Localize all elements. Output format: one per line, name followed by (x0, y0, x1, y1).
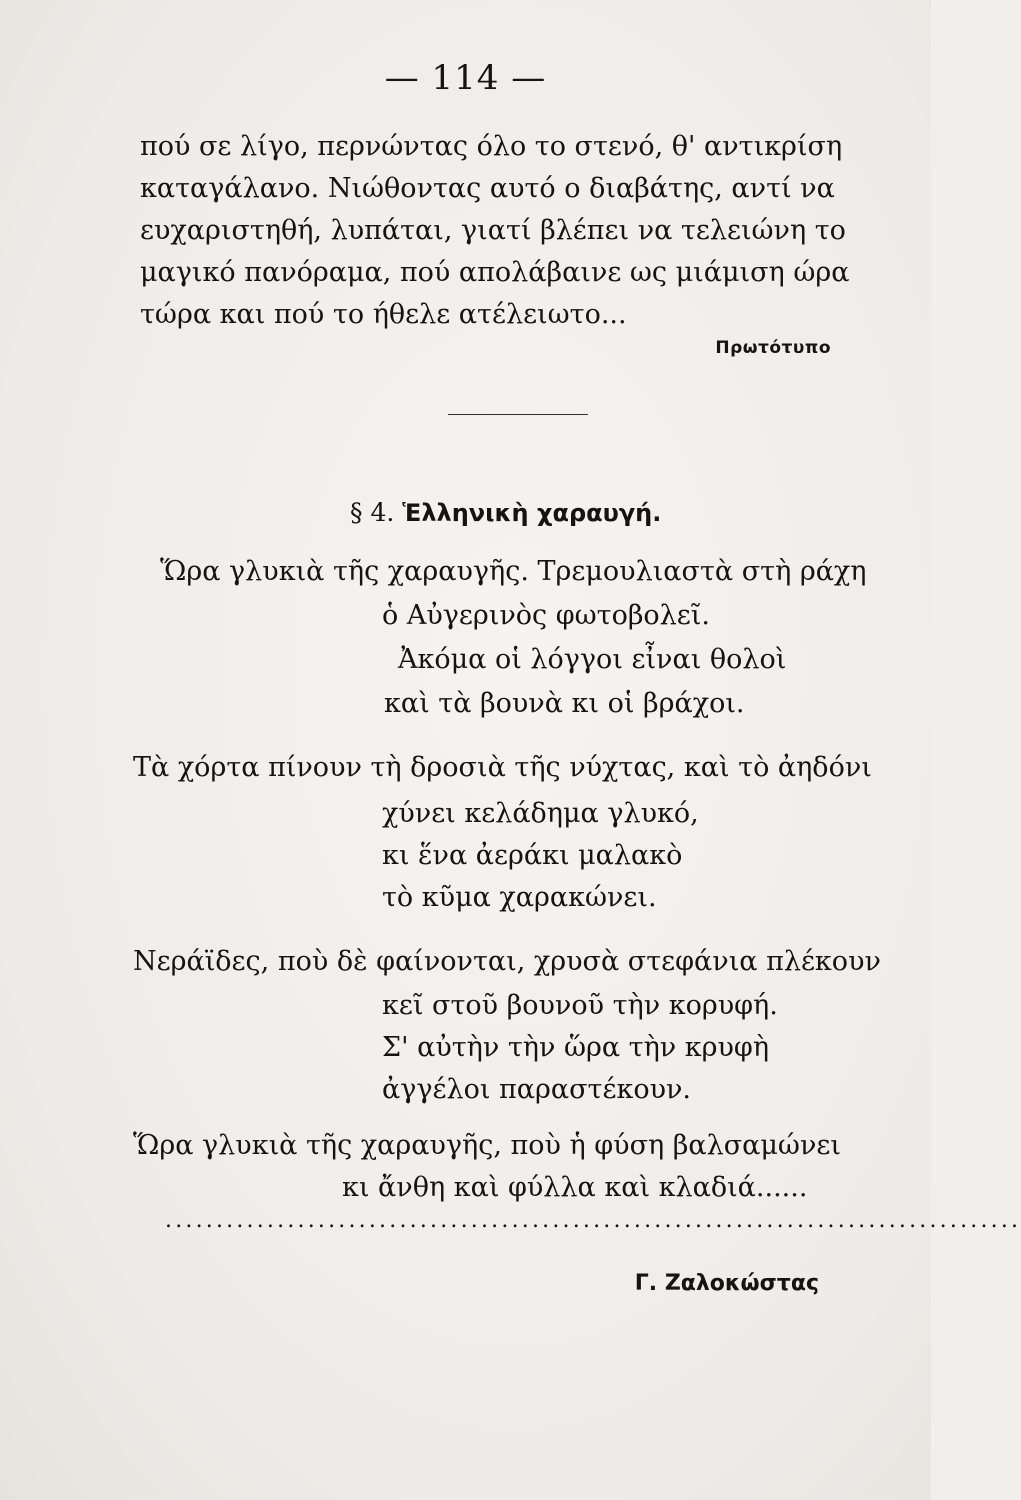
section-divider (448, 414, 588, 415)
poem-line: Νεράϊδες, ποὺ δὲ φαίνονται, χρυσὰ στεφάνια πλέκουν (133, 946, 881, 977)
section-heading (350, 498, 661, 527)
poem-line: Ὥρα γλυκιὰ τῆς χαραυγῆς, ποὺ ἡ φύση βαλσαμώνει (133, 1130, 841, 1161)
poem-line: κεῖ στοῦ βουνοῦ τὴν κορυφή. (382, 990, 778, 1021)
poem-line: Ἀκόμα οἱ λόγγοι εἶναι θολοὶ (398, 644, 787, 675)
page-number: — 114 — (384, 58, 547, 98)
author-name: Γ. Ζαλοκώστας (634, 1271, 819, 1296)
section-title: Ἑλληνικὴ χαραυγή. (402, 499, 662, 527)
poem-line: χύνει κελάδημα γλυκό, (382, 798, 699, 829)
section-symbol: § 4. (350, 498, 395, 527)
poem-line: κι ἄνθη καὶ φύλλα καὶ κλαδιά...... (342, 1172, 808, 1203)
poem-line: Τὰ χόρτα πίνουν τὴ δροσιὰ τῆς νύχτας, καὶ τὸ ἀηδόνι (133, 752, 872, 783)
source-label: Πρωτότυπο (715, 338, 831, 358)
poem-line: Σ' αὐτὴν τὴν ὥρα τὴν κρυφὴ (382, 1032, 770, 1063)
prose-line: καταγάλανο. Νιώθοντας αυτό ο διαβάτης, αντί να (140, 173, 835, 204)
dotted-line: .................................................................................... (165, 1208, 1021, 1233)
poem-line: καὶ τὰ βουνὰ κι οἱ βράχοι. (384, 688, 745, 719)
prose-line: πού σε λίγο, περνώντας όλο το στενό, θ' αντικρίση (140, 131, 843, 162)
poem-line: τὸ κῦμα χαρακώνει. (382, 882, 657, 913)
prose-line: τώρα και πού το ήθελε ατέλειωτο... (140, 299, 627, 330)
poem-line: ὁ Αὐγερινὸς φωτοβολεῖ. (382, 600, 710, 631)
prose-line: μαγικό πανόραμα, πού απολάβαινε ως μιάμιση ώρα (140, 257, 850, 288)
poem-line: ἀγγέλοι παραστέκουν. (382, 1074, 692, 1105)
prose-line: ευχαριστηθή, λυπάται, γιατί βλέπει να τελειώνη το (140, 215, 846, 246)
poem-line: Ὥρα γλυκιὰ τῆς χαραυγῆς. Τρεμουλιαστὰ στὴ ράχη (160, 556, 867, 587)
poem-line: κι ἕνα ἀεράκι μαλακὸ (382, 840, 683, 871)
